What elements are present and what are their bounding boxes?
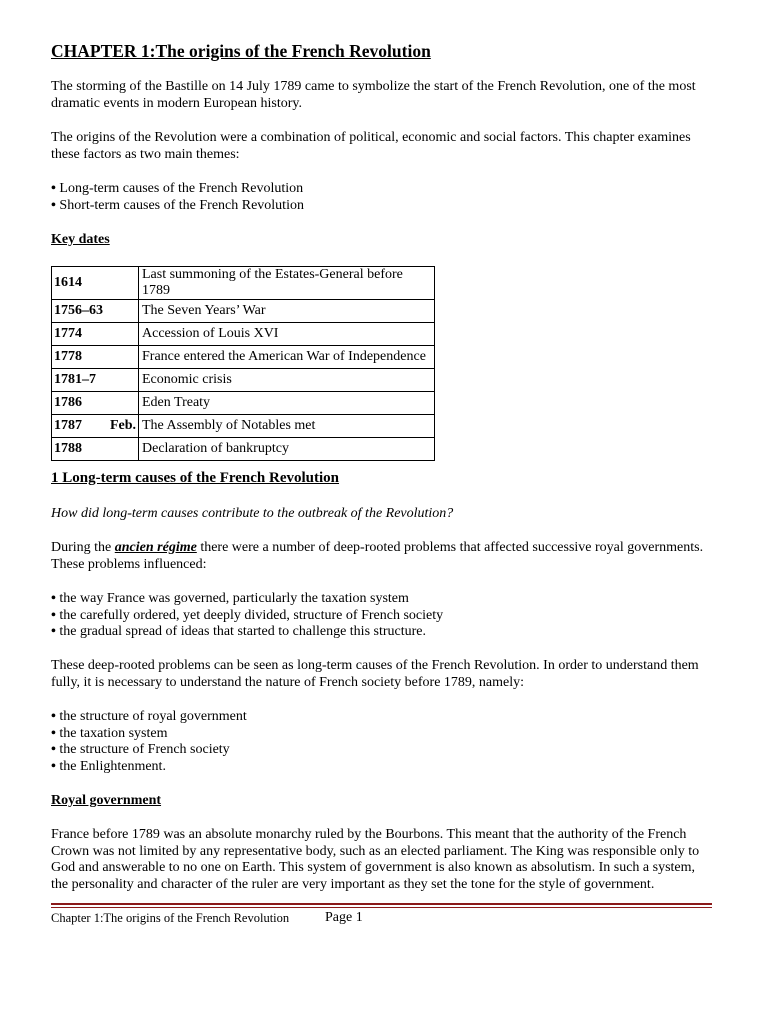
list-item: • the carefully ordered, yet deeply divided, structure of French society [51,608,443,625]
list-item: • the gradual spread of ideas that started to challenge this structure. [51,624,443,641]
table-row [52,346,435,369]
table-row [52,415,435,438]
table-row [52,323,435,346]
paragraph-text: During the [51,540,115,555]
section-1-paragraph-2: These deep-rooted problems can be seen as long-term causes of the French Revolution. In order to understand them fully, it is necessary to understand the nature of French society before 1789, namely: [51,658,699,690]
date-event: France entered the American War of Independence [139,346,435,369]
date-event: The Seven Years’ War [139,300,435,323]
date-year: 1614 [52,267,139,300]
influences-list [51,591,443,641]
date-event: Eden Treaty [139,392,435,415]
table-row [52,392,435,415]
date-year: 1781–7 [52,369,139,392]
themes-list [51,181,304,214]
list-item: • the Enlightenment. [51,759,247,776]
key-dates-table [51,266,435,461]
section-1-question: How did long-term causes contribute to the outbreak of the Revolution? [51,506,454,521]
date-event: Last summoning of the Estates-General before 1789 [139,267,435,300]
royal-government-heading: Royal government [51,793,162,808]
date-year: 1787 [54,418,82,433]
royal-government-paragraph: France before 1789 was an absolute monarchy ruled by the Bourbons. This meant that the authority of the French Crown was not limited by any representative body, such as an elected parliament. The King was responsible only to God and answerable to no one on Earth. This system of government is also known as absolutism. In such a system, the personality and character of the ruler are very important as they set the tone for the style of government. [51,827,700,892]
date-year: 1788 [52,438,139,461]
section-1-paragraph-1 [51,540,711,573]
table-row [52,267,435,300]
date-year: 1774 [52,323,139,346]
section-1-heading: 1 Long-term causes of the French Revolution [51,470,340,486]
date-year: 1786 [52,392,139,415]
date-year-cell [52,415,139,438]
list-item: • the way France was governed, particularly the taxation system [51,591,443,608]
footer-rule [51,903,712,908]
list-item: • the structure of royal government [51,709,247,726]
intro-paragraph-2: The origins of the Revolution were a combination of political, economic and social factors. This chapter examines these factors as two main themes: [51,130,691,162]
date-event: The Assembly of Notables met [139,415,435,438]
table-row [52,369,435,392]
table-row [52,438,435,461]
key-dates-heading: Key dates [51,232,110,247]
date-month: Feb. [109,418,136,433]
date-event: Declaration of bankruptcy [139,438,435,461]
footer-chapter-title: Chapter 1:The origins of the French Revolution [51,911,290,925]
nature-list [51,709,247,775]
date-year: 1778 [52,346,139,369]
ancien-regime-term: ancien régime [114,540,197,555]
list-item: • Long-term causes of the French Revolution [51,181,304,198]
list-item: • the taxation system [51,726,247,743]
footer-page-number: Page 1 [325,910,363,925]
list-item: • Short-term causes of the French Revolution [51,198,304,215]
date-year: 1756–63 [52,300,139,323]
chapter-title: CHAPTER 1:The origins of the French Revolution [51,41,431,61]
list-item: • the structure of French society [51,742,247,759]
paragraph-text: there were a number of deep-rooted problems that affected successive royal governments. These problems influenced: [51,540,704,572]
table-row [52,300,435,323]
date-event: Economic crisis [139,369,435,392]
intro-paragraph-1: The storming of the Bastille on 14 July 1789 came to symbolize the start of the French Revolution, one of the most dramatic events in modern European history. [51,79,696,111]
date-event: Accession of Louis XVI [139,323,435,346]
